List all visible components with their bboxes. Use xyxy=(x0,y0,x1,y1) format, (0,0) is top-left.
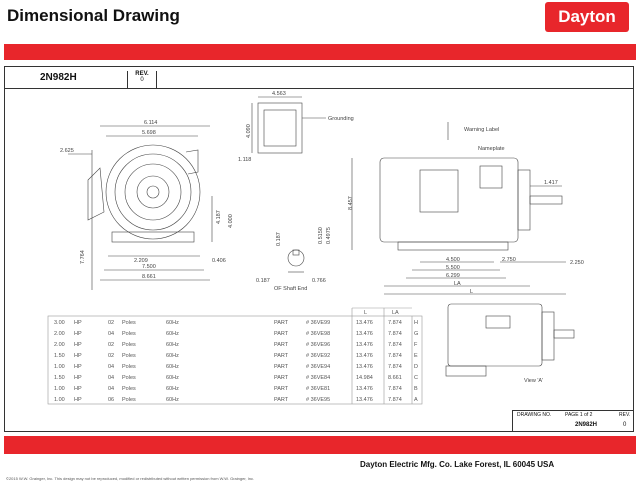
table-cell-l: 14.984 xyxy=(356,375,373,381)
table-cell-part: PART xyxy=(274,353,289,359)
table-cell-poles: 04 xyxy=(108,331,115,337)
table-cell-part: PART xyxy=(274,320,289,326)
dim-text: 8.457 xyxy=(348,196,354,210)
table-cell-pu: Poles xyxy=(122,364,136,370)
table-cell-pu: Poles xyxy=(122,386,136,392)
table-cell-hpu: HP xyxy=(74,353,82,359)
table-cell-hpu: HP xyxy=(74,386,82,392)
table-cell-la: 8.661 xyxy=(388,375,402,381)
conduit-box-view xyxy=(238,91,354,163)
table-cell-code: D xyxy=(414,364,418,370)
motor-shaft xyxy=(147,186,159,198)
table-cell-l: 13.476 xyxy=(356,342,373,348)
dim-text: 2.625 xyxy=(60,148,74,154)
table-cell-la: 7.874 xyxy=(388,397,402,403)
table-cell-la: 7.874 xyxy=(388,320,402,326)
table-cell-hz: 60Hz xyxy=(166,397,179,403)
table-cell-code: B xyxy=(414,386,418,392)
table-cell-la: 7.874 xyxy=(388,386,402,392)
table-cell-poles: 04 xyxy=(108,364,115,370)
lifting-lug xyxy=(186,150,198,174)
motor-base xyxy=(112,232,194,242)
table-cell-pu: Poles xyxy=(122,353,136,359)
nameplate xyxy=(480,166,502,188)
table-cell-code: F xyxy=(414,342,418,348)
dim-text: 2.250 xyxy=(570,260,584,266)
table-cell-code: G xyxy=(414,331,419,337)
motor-end-bell xyxy=(106,145,200,239)
table-cell-la: 7.874 xyxy=(388,353,402,359)
table-cell-hp: 1.00 xyxy=(54,364,65,370)
table-cell-num: # 36VE84 xyxy=(306,375,331,381)
dim-text: 0.766 xyxy=(312,278,326,284)
dim-text: 1.417 xyxy=(544,180,558,186)
table-cell-code: C xyxy=(414,375,418,381)
table-cell-poles: 02 xyxy=(108,342,115,348)
table-cell-hp: 2.00 xyxy=(54,331,65,337)
table-cell-l: 13.476 xyxy=(356,353,373,359)
dim-text: 4.563 xyxy=(272,91,286,97)
dim-text: L xyxy=(470,289,474,295)
table-cell-pu: Poles xyxy=(122,331,136,337)
table-cell-part: PART xyxy=(274,364,289,370)
dim-text: 2.209 xyxy=(134,258,148,264)
conduit-box-inner xyxy=(264,110,296,146)
table-cell-hpu: HP xyxy=(74,364,82,370)
table-cell-la: 7.874 xyxy=(388,342,402,348)
table-cell-l: 13.476 xyxy=(356,364,373,370)
title-block-rev: 0 xyxy=(623,422,627,428)
view-a-label: View 'A' xyxy=(524,378,544,384)
table-cell-pu: Poles xyxy=(122,375,136,381)
copyright-notice: ©2015 W.W. Grainger, Inc. This design may not be reproduced, modified or redistributed without written permission from W.W. Grainger, Inc. xyxy=(6,476,255,481)
table-cell-hz: 60Hz xyxy=(166,320,179,326)
dim-text: LA xyxy=(454,281,461,287)
dim-text: 0.406 xyxy=(212,258,226,264)
base xyxy=(398,242,508,250)
page-indicator: PAGE 1 of 2 xyxy=(565,412,593,418)
table-cell-pu: Poles xyxy=(122,342,136,348)
table-cell-hz: 60Hz xyxy=(166,342,179,348)
table-cell-l: 13.476 xyxy=(356,331,373,337)
table-cell-hpu: HP xyxy=(74,397,82,403)
table-cell-poles: 04 xyxy=(108,386,115,392)
table-cell-hp: 1.00 xyxy=(54,386,65,392)
rev-label: REV. xyxy=(135,71,149,77)
table-cell-num: # 36VE99 xyxy=(306,320,331,326)
table-cell-hz: 60Hz xyxy=(166,331,179,337)
nameplate-label: Nameplate xyxy=(478,146,505,152)
dim-text: 0.187 xyxy=(256,278,270,284)
dim-text: 4.000 xyxy=(228,214,234,228)
shaft xyxy=(530,196,562,204)
page-title: Dimensional Drawing xyxy=(7,6,180,25)
table-cell-hp: 1.00 xyxy=(54,397,65,403)
logo-text: Dayton xyxy=(558,7,616,26)
dim-text: 0.4975 xyxy=(326,227,332,244)
table-cell-hp: 2.00 xyxy=(54,342,65,348)
table-cell-hz: 60Hz xyxy=(166,364,179,370)
table-cell-hpu: HP xyxy=(74,375,82,381)
table-cell-poles: 04 xyxy=(108,375,115,381)
table-cell-part: PART xyxy=(274,397,289,403)
table-cell-poles: 02 xyxy=(108,320,115,326)
table-cell-l: 13.476 xyxy=(356,386,373,392)
end-bell-view-a xyxy=(542,312,554,360)
table-cell-hp: 1.50 xyxy=(54,353,65,359)
table-cell-hp: 3.00 xyxy=(54,320,65,326)
table-cell-num: # 36VE92 xyxy=(306,353,331,359)
dim-text: 0.187 xyxy=(276,232,282,246)
table-cell-pu: Poles xyxy=(122,320,136,326)
dim-text: 4.090 xyxy=(246,124,252,138)
motor-ring xyxy=(125,164,181,220)
table-cell-num: # 36VE98 xyxy=(306,331,331,337)
dim-text: 0.5150 xyxy=(318,227,324,244)
motor-ring xyxy=(137,176,169,208)
table-cell-part: PART xyxy=(274,342,289,348)
table-cell-hz: 60Hz xyxy=(166,353,179,359)
warning-label: Warning Label xyxy=(464,127,500,133)
table-cell-part: PART xyxy=(274,386,289,392)
table-cell-code: A xyxy=(414,397,418,403)
footer-company: Dayton Electric Mfg. Co. Lake Forest, IL 60045 USA xyxy=(360,460,555,469)
grounding-label: Grounding xyxy=(328,116,354,122)
rev-value: 0 xyxy=(140,77,144,83)
table-cell-num: # 36VE95 xyxy=(306,397,331,403)
dim-text: 1.118 xyxy=(238,157,252,163)
shaft-end-detail xyxy=(256,227,332,292)
conduit-box-side xyxy=(88,168,104,220)
keyway xyxy=(293,250,299,255)
dim-text: 6.299 xyxy=(446,273,460,279)
table-header-la: LA xyxy=(392,310,399,316)
table-cell-part: PART xyxy=(274,331,289,337)
bottom-red-band xyxy=(4,436,636,454)
dim-text: 7.764 xyxy=(80,250,86,264)
side-view xyxy=(348,122,584,295)
dim-text: 4.500 xyxy=(446,257,460,263)
front-view xyxy=(60,120,234,290)
table-cell-num: # 36VE94 xyxy=(306,364,331,370)
nameplate-view-a xyxy=(486,316,510,328)
table-cell-hpu: HP xyxy=(74,331,82,337)
motor-body-view-a xyxy=(448,304,542,366)
table-cell-l: 13.476 xyxy=(356,397,373,403)
table-cell-la: 7.874 xyxy=(388,364,402,370)
table-cell-l: 13.476 xyxy=(356,320,373,326)
dim-text: 8.661 xyxy=(142,274,156,280)
dim-text: 5.698 xyxy=(142,130,156,136)
table-cell-poles: 06 xyxy=(108,397,115,403)
conduit-box xyxy=(258,103,302,153)
table-cell-pu: Poles xyxy=(122,397,136,403)
conduit-view-a xyxy=(446,366,486,376)
dim-text: 4.187 xyxy=(216,210,222,224)
dim-text: 2.750 xyxy=(502,257,516,263)
end-bell xyxy=(518,170,530,230)
table-cell-num: # 36VE81 xyxy=(306,386,331,392)
table-cell-num: # 36VE96 xyxy=(306,342,331,348)
title-block xyxy=(512,410,634,432)
table-header-l: L xyxy=(364,310,368,316)
dim-text: 6.114 xyxy=(144,120,158,126)
drawing-no-label: DRAWING NO. xyxy=(517,412,552,418)
dim-text: 7.500 xyxy=(142,264,156,270)
table-cell-code: E xyxy=(414,353,418,359)
table-cell-poles: 02 xyxy=(108,353,115,359)
table-text xyxy=(54,310,418,403)
part-number: 2N982H xyxy=(40,72,77,83)
shaft-view-a xyxy=(554,330,574,338)
conduit-box xyxy=(420,170,458,212)
table-cell-code: H xyxy=(414,320,418,326)
table-cell-hpu: HP xyxy=(74,320,82,326)
table-cell-hz: 60Hz xyxy=(166,386,179,392)
title-block-drawing-no: 2N982H xyxy=(575,422,598,428)
table-cell-hp: 1.50 xyxy=(54,375,65,381)
dim-text: 5.500 xyxy=(446,265,460,271)
table-cell-hz: 60Hz xyxy=(166,375,179,381)
shaft-end xyxy=(288,250,304,266)
shaft-end-label: OF Shaft End xyxy=(274,286,308,292)
motor-body xyxy=(380,158,518,242)
table-cell-la: 7.874 xyxy=(388,331,402,337)
title-block-rev-label: REV. xyxy=(619,412,631,418)
motor-ring xyxy=(115,154,191,230)
table-cell-part: PART xyxy=(274,375,289,381)
view-a xyxy=(446,304,574,384)
table-cell-hpu: HP xyxy=(74,342,82,348)
